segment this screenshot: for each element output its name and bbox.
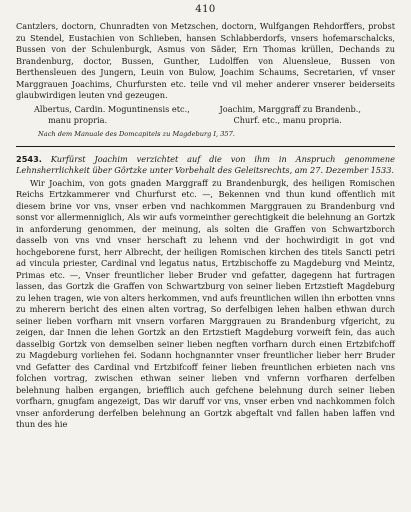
signature-left-name: Albertus, Cardin. Moguntinensis etc., bbox=[34, 103, 190, 114]
signature-block bbox=[16, 104, 395, 126]
previous-document-text: Cantzlers, doctorn, Chunradten von Metzschen, doctorn, Wulfgangen Rehdorffers, probst zu Stendel, Eustachien von Schlieben, hansen Schlabberdorfs, vnsers hofemarschalcks, Bussen von der Schulenburgk, Asmus von Sãder, Ern Thomas krüllen, Dechands zu Brandenburg, doctor, Bussen, Gunther, Ludolffen von Aluensleue, Bussen von Berthensleuen des Jungern, Leuin von Bulow, Joachim Schaums, Secretarien, vf vnser Marggrauen Joachims, Churfursten etc. teile vnd vil meher anderer vnserer beiderseits glaubwirdigen leuten vnd gezeugen. bbox=[16, 21, 395, 100]
document-header bbox=[16, 154, 395, 176]
document-title: Kurfürst Joachim verzichtet auf die von ihm in Anspruch genommene Lehnsherrlichkeit über Görtzke unter Vorbehalt des Geleitsrechts, am 27. Dezember 1533. bbox=[16, 153, 395, 175]
signature-left bbox=[16, 104, 210, 126]
signature-right-note: Churf. etc., manu propria. bbox=[233, 114, 342, 125]
document-body-text: Wir Joachim, von gots gnaden Marggraff zu Brandenburgk, des heiligen Romischen Reichs Ertzkammerer vnd Churfurst etc. —, Bekennen vnd thun kund offentlich mit diesem brine vor vns, vnser erben vnd nachkommen Marggrauen zu Brandenburg vnd sonst vor allermenniglich, Als wir aufs vormeinther gerechtigkeit die belehnung an Gortzk in anforderung genommen, der meinung, als solten die Graffen von Schwartzborch dasselb von vns vnd vnser herschaft zu lehenn vnd der hochwirdigit in got vnd hochgeborene furst, herr Albrecht, der heiligen Romischen kirchen des titels Sancti petri ad vincula priester, Cardinal vnd legatus natus, Ertzbischoffe zu Magdeburg vnd Meintz, Primas etc. —, Vnser freuntlicher lieber Bruder vnd gefatter, dagegenn hat furtragen lassen, das Gortzk die Graffen von Schwartzburg von seiner lieben Ertzstieft Magdeburg zu lehen tragen, wie von alters herkommen, vnd aufs freuntlichen willen ihn erbotten vnns zu mherern bericht des einen alten vortrag, So derfelbigen lehen halben ethwan durch seiner lieben vorfharn mit vnsern vorfaren Marggrauen zu Brandenburg vfgericht, zu zeigen, dar Innen die lehen Gortzk an den Ertzstieft Magdeburg vorweift fein, das auch dasselbig Gortzk von demselben seiner lieben negften vorfharn durch einen Ertzbifchoff zu Magdeburg vorliehen fei. Sodann hochgnannter vnser freuntlicher lieber herr Bruder vnd Gefatter des Cardinal vnd Ertzbifcoff feiner lieben freuntlichen erbieten nach vns folchen vortrag, zwischen ethwan seiner lieben vnd vnfernn vorfharen derfelben belehnung halben ergangen, briefflich auch gefchene belehnung durch seiner lieben vorfharn, gnugfam angezeigt, Das wir daruff vor vns, vnser erben vnd nachkommen folch vnser anforderung derfelben belehnung an Gortzk abgeftalt vnd fallen haben laffen vnd thun des hie bbox=[16, 177, 395, 429]
document-number: 2543. bbox=[16, 153, 42, 164]
source-note: Nach dem Manuale des Domcapitels zu Magdeburg I, 357. bbox=[38, 129, 235, 138]
signature-right-name: Joachim, Marggraff zu Brandenb., bbox=[219, 103, 361, 114]
signature-left-note: manu propria. bbox=[48, 114, 108, 125]
signature-right bbox=[210, 104, 396, 126]
section-divider bbox=[16, 146, 395, 147]
page-number: 410 bbox=[195, 4, 216, 15]
